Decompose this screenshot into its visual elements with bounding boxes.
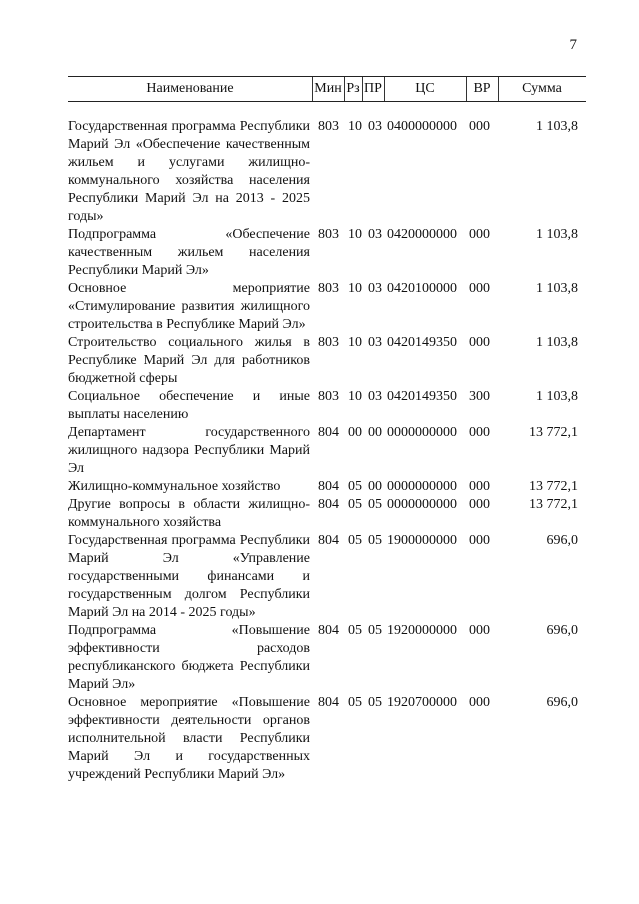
table-row [68,424,586,478]
row-cs: 0000000000 [387,425,457,440]
table-row [68,118,586,226]
row-name: Жилищно-коммунальное хозяйство [68,479,281,494]
row-rz: 05 [348,479,362,494]
row-name: Другие вопросы в области жилищно-коммунального хозяйства [68,497,310,530]
row-min: 804 [318,533,339,548]
row-min: 803 [318,281,339,296]
row-name: Государственная программа Республики Марий Эл «Обеспечение качественным жильем и услугами жилищно-коммунального хозяйства населения Республики Марий Эл на 2013 - 2025 годы» [68,119,310,224]
header-pr: ПР [364,81,382,96]
row-sum: 13 772,1 [529,497,578,512]
row-min: 803 [318,389,339,404]
row-cs: 1900000000 [387,533,457,548]
row-vr: 000 [469,497,490,512]
row-cs: 0420100000 [387,281,457,296]
row-name: Основное мероприятие «Стимулирование развития жилищного строительства в Республике Марий Эл» [68,281,310,332]
row-cs: 0420149350 [387,335,457,350]
row-name: Строительство социального жилья в Республике Марий Эл для работников бюджетной сферы [68,335,310,386]
row-name: Подпрограмма «Повышение эффективности расходов республиканского бюджета Республики Марий Эл» [68,623,310,692]
table-header-bottom-rule [68,101,586,102]
row-vr: 000 [469,281,490,296]
row-pr: 03 [368,335,382,350]
table-row [68,694,586,784]
row-pr: 03 [368,281,382,296]
row-sum: 1 103,8 [536,119,578,134]
table-row [68,388,586,424]
header-sum: Сумма [522,81,562,96]
row-sum: 13 772,1 [529,425,578,440]
row-sum: 1 103,8 [536,335,578,350]
row-vr: 000 [469,425,490,440]
row-rz: 10 [348,281,362,296]
row-pr: 03 [368,389,382,404]
row-rz: 10 [348,335,362,350]
row-rz: 10 [348,389,362,404]
row-sum: 696,0 [546,623,578,638]
row-sum: 1 103,8 [536,281,578,296]
header-vr: ВР [473,81,491,96]
row-cs: 0000000000 [387,497,457,512]
row-rz: 05 [348,497,362,512]
row-pr: 05 [368,695,382,710]
row-vr: 000 [469,533,490,548]
row-min: 803 [318,227,339,242]
row-pr: 03 [368,227,382,242]
row-rz: 00 [348,425,362,440]
header-min: Мин [314,81,342,96]
table-row [68,478,586,496]
row-vr: 300 [469,389,490,404]
table-body [68,118,586,784]
row-sum: 696,0 [546,695,578,710]
row-vr: 000 [469,695,490,710]
table-row [68,280,586,334]
row-vr: 000 [469,623,490,638]
row-pr: 00 [368,479,382,494]
table-row [68,622,586,694]
row-vr: 000 [469,119,490,134]
row-pr: 05 [368,497,382,512]
row-cs: 0420000000 [387,227,457,242]
row-cs: 0420149350 [387,389,457,404]
row-pr: 05 [368,533,382,548]
row-cs: 0000000000 [387,479,457,494]
row-cs: 0400000000 [387,119,457,134]
row-name: Государственная программа Республики Марий Эл «Управление государственными финансами и государственным долгом Республики Марий Эл на 2014 - 2025 годы» [68,533,310,620]
row-vr: 000 [469,227,490,242]
row-min: 804 [318,497,339,512]
table-row [68,496,586,532]
header-name: Наименование [146,81,234,96]
row-min: 804 [318,695,339,710]
row-min: 804 [318,623,339,638]
header-cs: ЦС [415,81,435,96]
row-pr: 00 [368,425,382,440]
row-rz: 10 [348,119,362,134]
row-name: Социальное обеспечение и иные выплаты населению [68,389,310,422]
row-min: 804 [318,479,339,494]
row-min: 803 [318,335,339,350]
row-name: Основное мероприятие «Повышение эффективности деятельности органов исполнительной власти Республики Марий Эл и государственных учреждений Республики Марий Эл» [68,695,310,782]
row-pr: 03 [368,119,382,134]
row-pr: 05 [368,623,382,638]
row-sum: 1 103,8 [536,389,578,404]
header-rz: Рз [346,81,360,96]
row-min: 804 [318,425,339,440]
row-sum: 1 103,8 [536,227,578,242]
row-sum: 696,0 [546,533,578,548]
page-number: 7 [569,37,577,53]
table-row [68,226,586,280]
row-name: Департамент государственного жилищного надзора Республики Марий Эл [68,425,310,476]
row-vr: 000 [469,335,490,350]
row-rz: 05 [348,623,362,638]
row-sum: 13 772,1 [529,479,578,494]
table-row [68,532,586,622]
row-rz: 10 [348,227,362,242]
row-min: 803 [318,119,339,134]
row-cs: 1920000000 [387,623,457,638]
row-rz: 05 [348,533,362,548]
row-rz: 05 [348,695,362,710]
row-name: Подпрограмма «Обеспечение качественным жильем населения Республики Марий Эл» [68,227,310,278]
row-vr: 000 [469,479,490,494]
table-header [68,77,586,101]
table-row [68,334,586,388]
row-cs: 1920700000 [387,695,457,710]
